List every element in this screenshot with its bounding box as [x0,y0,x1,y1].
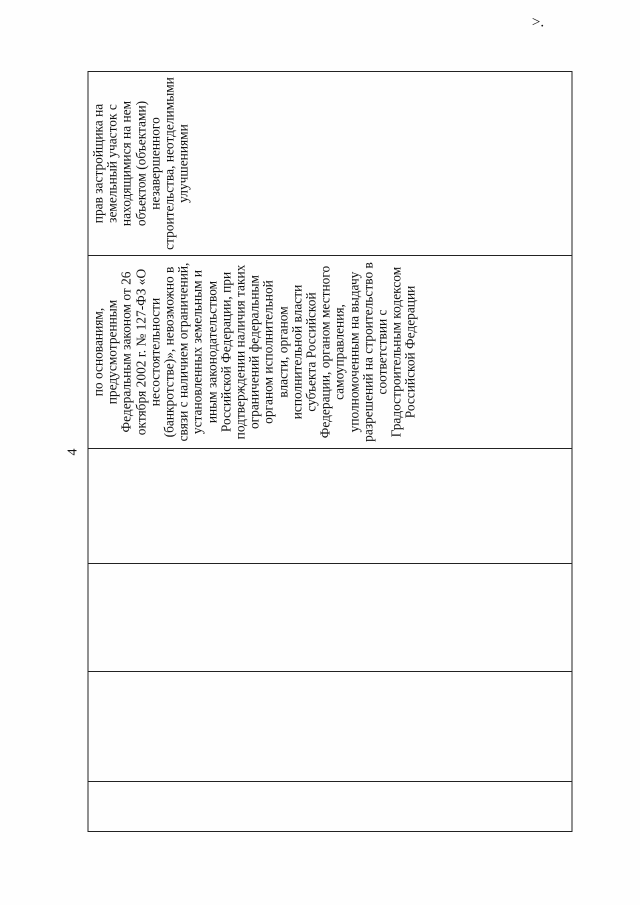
cell-col6-text: прав застройщика на земельный участок с находящимися на нем объектом (объектами) незавершенного строительства, неотделимыми улучшениями [90,77,191,250]
cell-col1-text [89,782,92,831]
cell-col3-text [89,564,92,671]
rotated-page-content [65,14,573,832]
page-number: 4 [65,448,81,456]
table-cell-col1 [88,782,572,832]
cell-col5-text: по основаниям, предусмотренным Федеральным законом от 26 октября 2002 г. № 127-ФЗ «О несостоятельности (банкротстве)», невозможно в связи с наличием ограничений, установленных земельным и иным законодательством Российской Федерации, при подтверждении наличия таких ограничений федеральным органом исполнительной власти, органом исполнительной власти субъекта Российской Федерации, органом местного самоуправления, уполномоченным на выдачу разрешений на строительство в соответствии с Градостроительным кодексом Российской Федерации [90,262,418,442]
cell-col4-text [89,449,92,563]
table-cell-col6 [88,72,572,256]
cell-col2-text [89,672,92,781]
table-cell-col3 [88,564,572,672]
table-cell-col4 [88,449,572,564]
table-row [88,72,572,832]
table-cell-col2 [88,672,572,782]
document-table [88,71,573,832]
corner-mark: >. [531,14,545,31]
table-cell-col5 [88,256,572,449]
